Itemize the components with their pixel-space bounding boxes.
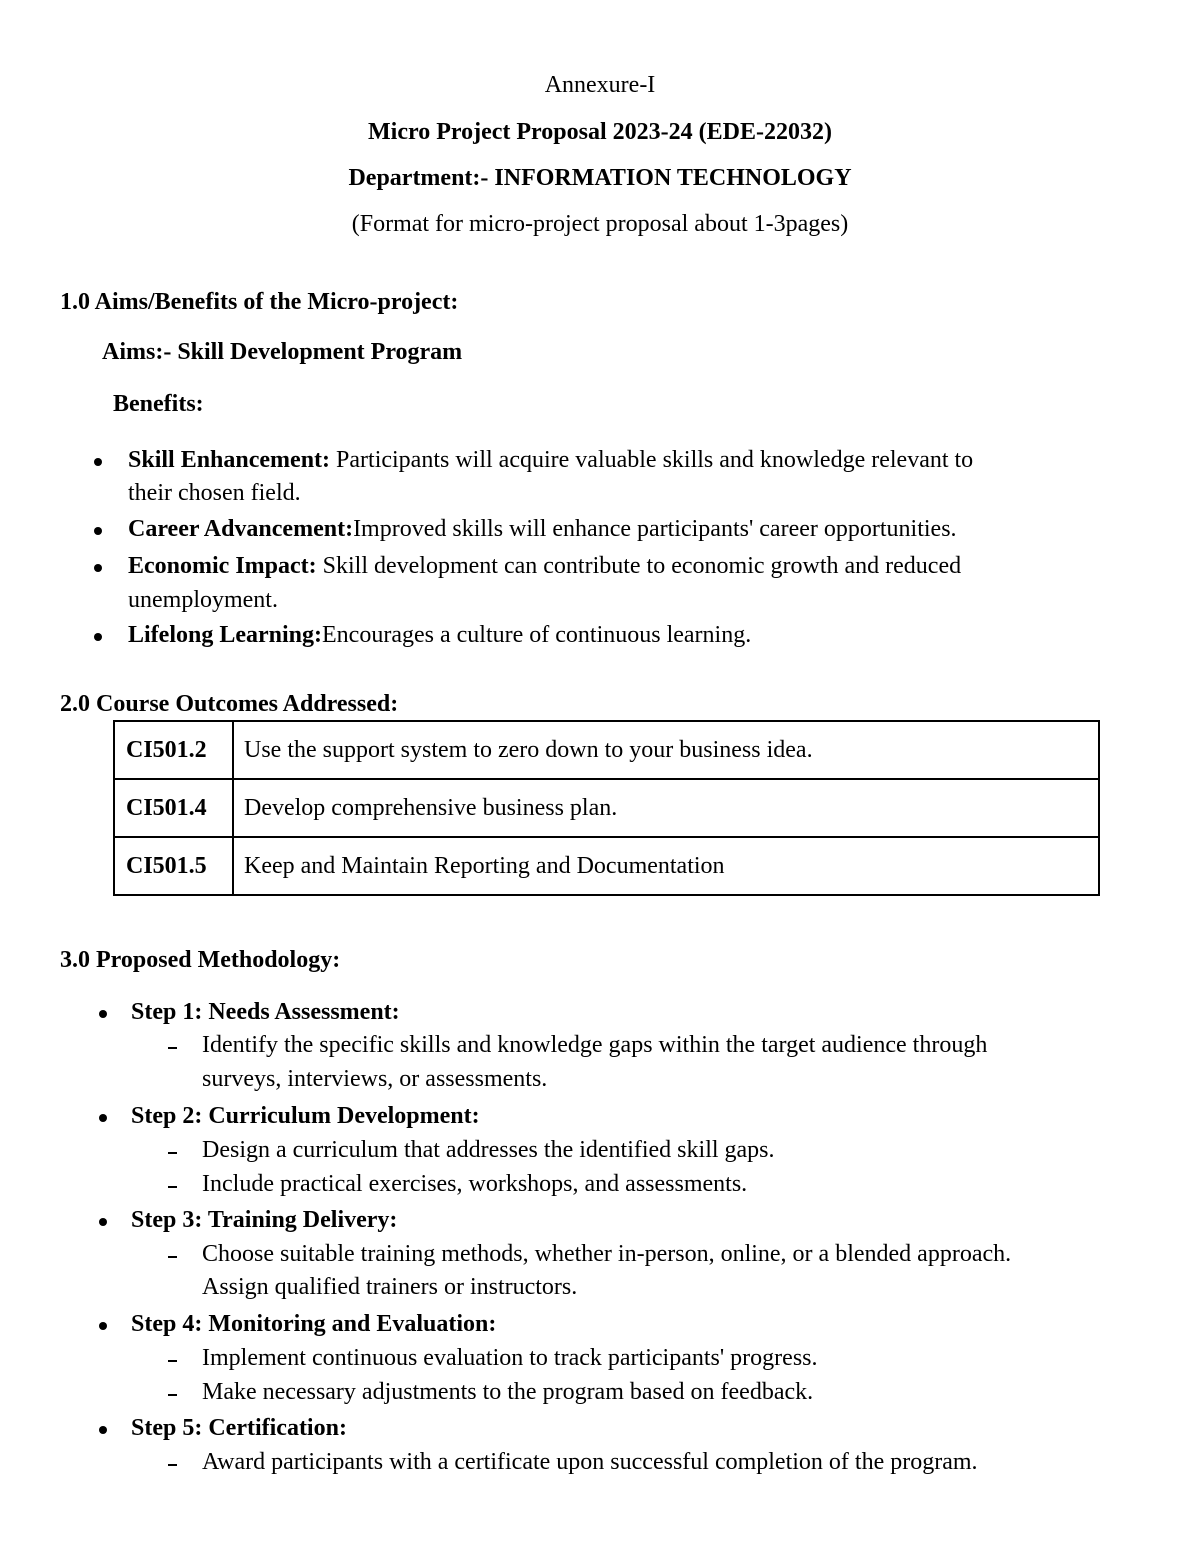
section-2-heading: 2.0 Course Outcomes Addressed: <box>60 691 399 717</box>
step-title: Step 3: Training Delivery: <box>131 1207 398 1233</box>
step-title: Step 2: Curriculum Development: <box>131 1103 480 1129</box>
outcome-code: CI501.2 <box>114 721 233 779</box>
benefit-text: Encourages a culture of continuous learning. <box>322 622 752 648</box>
bullet-icon <box>99 1426 107 1434</box>
benefit-text: Improved skills will enhance participants' career opportunities. <box>353 516 957 542</box>
dash-icon <box>168 1360 177 1362</box>
table-row <box>114 779 1099 837</box>
step-title: Step 4: Monitoring and Evaluation: <box>131 1311 497 1337</box>
benefit-item <box>128 622 751 649</box>
bullet-icon <box>94 527 102 535</box>
benefit-text: Skill development can contribute to economic growth and reduced <box>316 553 962 579</box>
outcome-code: CI501.5 <box>114 837 233 895</box>
dash-icon <box>168 1047 177 1049</box>
step-item: surveys, interviews, or assessments. <box>202 1066 548 1092</box>
dash-icon <box>168 1464 177 1466</box>
bullet-icon <box>94 564 102 572</box>
step-item: Choose suitable training methods, whether in-person, online, or a blended approach. <box>202 1241 1012 1267</box>
aims-line: Aims:- Skill Development Program <box>102 339 463 365</box>
dash-icon <box>168 1186 177 1188</box>
outcome-description: Develop comprehensive business plan. <box>233 779 1099 837</box>
table-row <box>114 721 1099 779</box>
table-row <box>114 837 1099 895</box>
course-outcomes-table <box>113 720 1100 896</box>
outcome-code: CI501.4 <box>114 779 233 837</box>
bullet-icon <box>99 1322 107 1330</box>
benefit-text-continued: their chosen field. <box>128 480 301 506</box>
dash-icon <box>168 1256 177 1258</box>
benefit-title: Skill Enhancement: <box>128 447 331 473</box>
benefit-item <box>128 447 973 474</box>
benefit-item <box>128 516 957 543</box>
dash-icon <box>168 1152 177 1154</box>
step-item: Award participants with a certificate upon successful completion of the program. <box>202 1449 978 1475</box>
benefit-title: Economic Impact: <box>128 553 317 579</box>
benefit-text-continued: unemployment. <box>128 587 278 613</box>
document-title: Micro Project Proposal 2023-24 (EDE-22032) <box>368 119 832 145</box>
step-title: Step 1: Needs Assessment: <box>131 999 400 1025</box>
step-item: Identify the specific skills and knowledge gaps within the target audience through <box>202 1032 988 1058</box>
section-1-heading: 1.0 Aims/Benefits of the Micro-project: <box>60 289 459 315</box>
bullet-icon <box>99 1218 107 1226</box>
benefit-title: Lifelong Learning: <box>128 622 323 648</box>
step-item: Implement continuous evaluation to track participants' progress. <box>202 1345 818 1371</box>
benefits-label: Benefits: <box>113 391 204 417</box>
dash-icon <box>168 1394 177 1396</box>
step-item: Design a curriculum that addresses the identified skill gaps. <box>202 1137 775 1163</box>
bullet-icon <box>94 633 102 641</box>
benefit-item <box>128 553 961 580</box>
step-item: Assign qualified trainers or instructors. <box>202 1274 578 1300</box>
benefit-title: Career Advancement: <box>128 516 354 542</box>
department-line: Department:- INFORMATION TECHNOLOGY <box>348 165 852 191</box>
step-item: Include practical exercises, workshops, and assessments. <box>202 1171 748 1197</box>
section-3-heading: 3.0 Proposed Methodology: <box>60 947 341 973</box>
format-note: (Format for micro-project proposal about 1-3pages) <box>351 211 849 237</box>
benefit-text: Participants will acquire valuable skills and knowledge relevant to <box>330 447 974 473</box>
outcome-description: Use the support system to zero down to your business idea. <box>233 721 1099 779</box>
bullet-icon <box>99 1010 107 1018</box>
annexure-label: Annexure-I <box>544 72 656 98</box>
step-title: Step 5: Certification: <box>131 1415 347 1441</box>
outcome-description: Keep and Maintain Reporting and Documentation <box>233 837 1099 895</box>
bullet-icon <box>94 458 102 466</box>
bullet-icon <box>99 1114 107 1122</box>
step-item: Make necessary adjustments to the program based on feedback. <box>202 1379 814 1405</box>
